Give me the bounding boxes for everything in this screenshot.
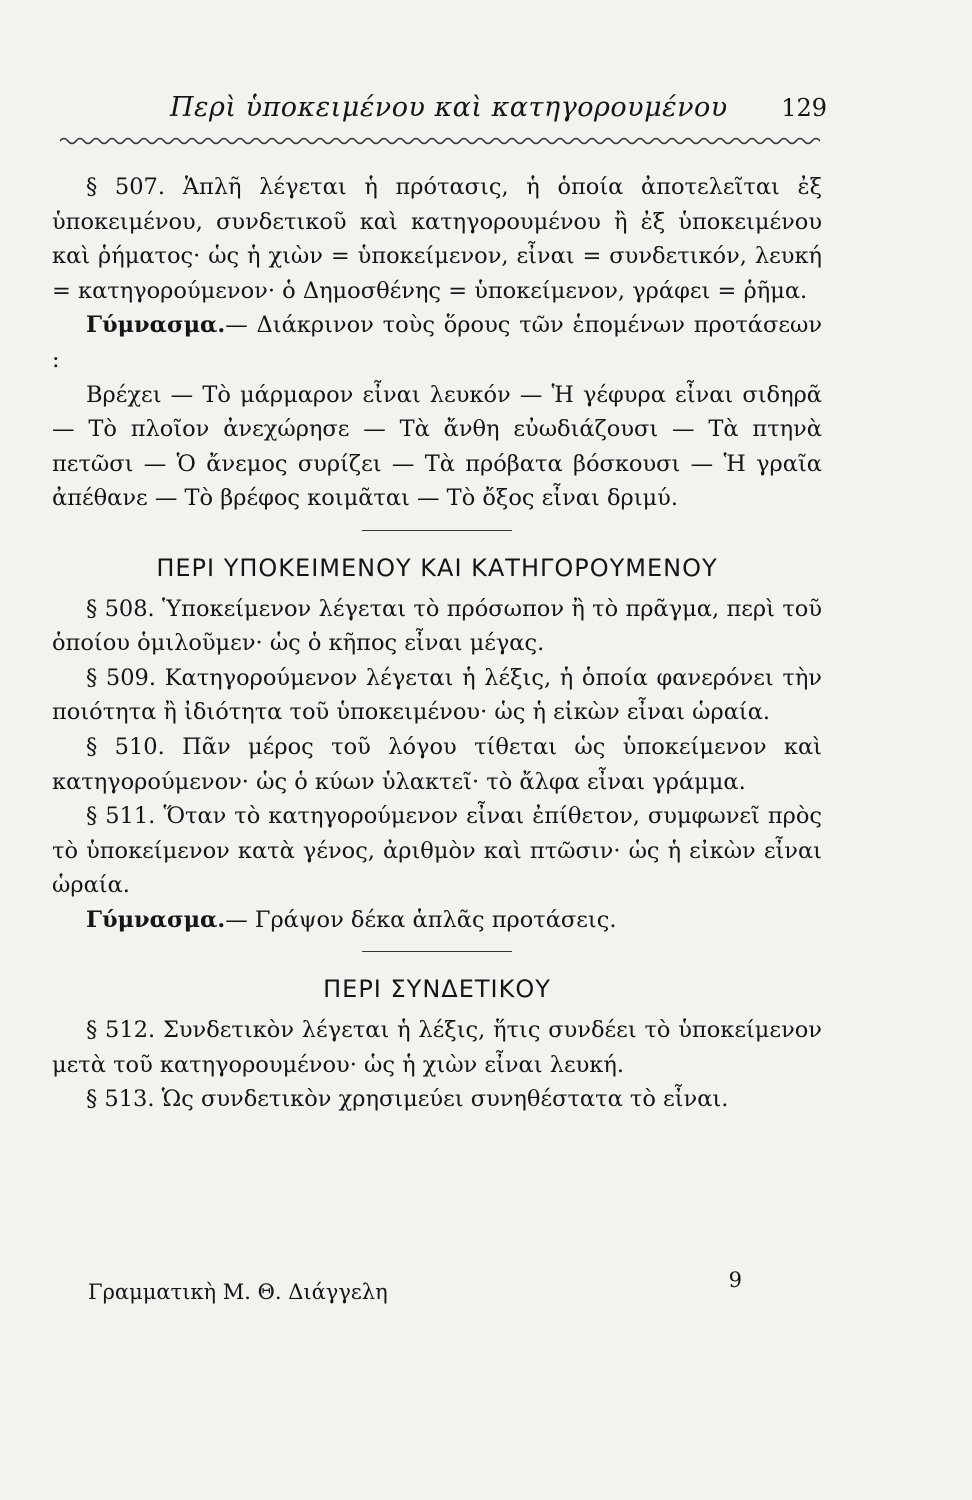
page-number: 129 <box>781 94 827 122</box>
header-rule <box>60 134 820 148</box>
body-text <box>52 170 822 1117</box>
paragraph-513: § 513. Ὡς συνδετικὸν χρησιμεύει συνηθέστατα τὸ εἶναι. <box>86 1086 729 1113</box>
section-heading-subject-predicate: ΠΕΡΙ ΥΠΟΚΕΙΜΕΝΟΥ ΚΑΙ ΚΑΤΗΓΟΡΟΥΜΕΝΟΥ <box>156 553 718 582</box>
exercise-1-label: Γύμνασμα. <box>86 312 226 339</box>
exercise-2-instruction: — Γράψον δέκα ἁπλᾶς προτάσεις. <box>225 906 617 933</box>
section-divider <box>362 530 512 531</box>
exercise-2-label: Γύμνασμα. <box>86 906 226 933</box>
paragraph-510: § 510. Πᾶν μέρος τοῦ λόγου τίθεται ὡς ὑποκείμενον καὶ κατηγορούμενον· ὡς ὁ κύων ὑλακτεῖ· τὸ ἄλφα εἶναι γράμμα. <box>52 733 822 795</box>
paragraph-512: § 512. Συνδετικὸν λέγεται ἡ λέξις, ἥτις συνδέει τὸ ὑποκείμενον μετὰ τοῦ κατηγορουμένου· ὡς ἡ χιὼν εἶναι λευκή. <box>52 1017 822 1078</box>
paragraph-509: § 509. Κατηγορούμενον λέγεται ἡ λέξις, ἡ ὁποία φανερόνει τὴν ποιότητα ἢ ἰδιότητα τοῦ ὑποκειμένου· ὡς ἡ εἰκὼν εἶναι ὡραία. <box>52 664 822 726</box>
section-heading-copula: ΠΕΡΙ ΣΥΝΔΕΤΙΚΟΥ <box>323 975 551 1004</box>
exercise-1-list: Βρέχει — Τὸ μάρμαρον εἶναι λευκόν — Ἡ γέφυρα εἶναι σιδηρᾶ — Τὸ πλοῖον ἀνεχώρησε — Τὰ ἄνθη εὐωδιάζουσι — Τὰ πτηνὰ πετῶσι — Ὁ ἄνεμος συρίζει — Τὰ πρόβατα βόσκουσι — Ἡ γραῖα ἀπέθανε — Τὸ βρέφος κοιμᾶται — Τὸ ὄξος εἶναι δριμύ. <box>52 381 822 512</box>
exercise-1 <box>52 308 822 377</box>
page-header <box>60 92 827 132</box>
running-title: Περὶ ὑποκειμένου καὶ κατηγορουμένου <box>170 92 728 123</box>
book-title: Γραμματικὴ Μ. Θ. Διάγγελη <box>88 1280 388 1304</box>
section-divider <box>362 951 512 952</box>
paragraph-507: § 507. Ἁπλῆ λέγεται ἡ πρότασις, ἡ ὁποία ἀποτελεῖται ἐξ ὑποκειμένου, συνδετικοῦ καὶ κατηγορουμένου ἢ ἐξ ὑποκειμένου καὶ ῥήματος· ὡς ἡ χιὼν = ὑποκείμενον, εἶναι = συνδετικόν, λευκή = κατηγορούμενον· ὁ Δημοσθένης = ὑποκείμενον, γράφει = ῥῆμα. <box>52 174 822 304</box>
paragraph-511: § 511. Ὅταν τὸ κατηγορούμενον εἶναι ἐπίθετον, συμφωνεῖ πρὸς τὸ ὑποκείμενον κατὰ γένος, ἀριθμὸν καὶ πτῶσιν· ὡς ἡ εἰκὼν εἶναι ὡραία. <box>52 803 822 899</box>
paragraph-508: § 508. Ὑποκείμενον λέγεται τὸ πρόσωπον ἢ τὸ πρᾶγμα, περὶ τοῦ ὁποίου ὁμιλοῦμεν· ὡς ὁ κῆπος εἶναι μέγας. <box>52 595 822 657</box>
signature-mark: 9 <box>728 1268 742 1292</box>
exercise-1-instruction: — Διάκρινον τοὺς ὅρους τῶν ἑπομένων προτάσεων : <box>52 312 822 373</box>
exercise-2 <box>52 903 822 938</box>
